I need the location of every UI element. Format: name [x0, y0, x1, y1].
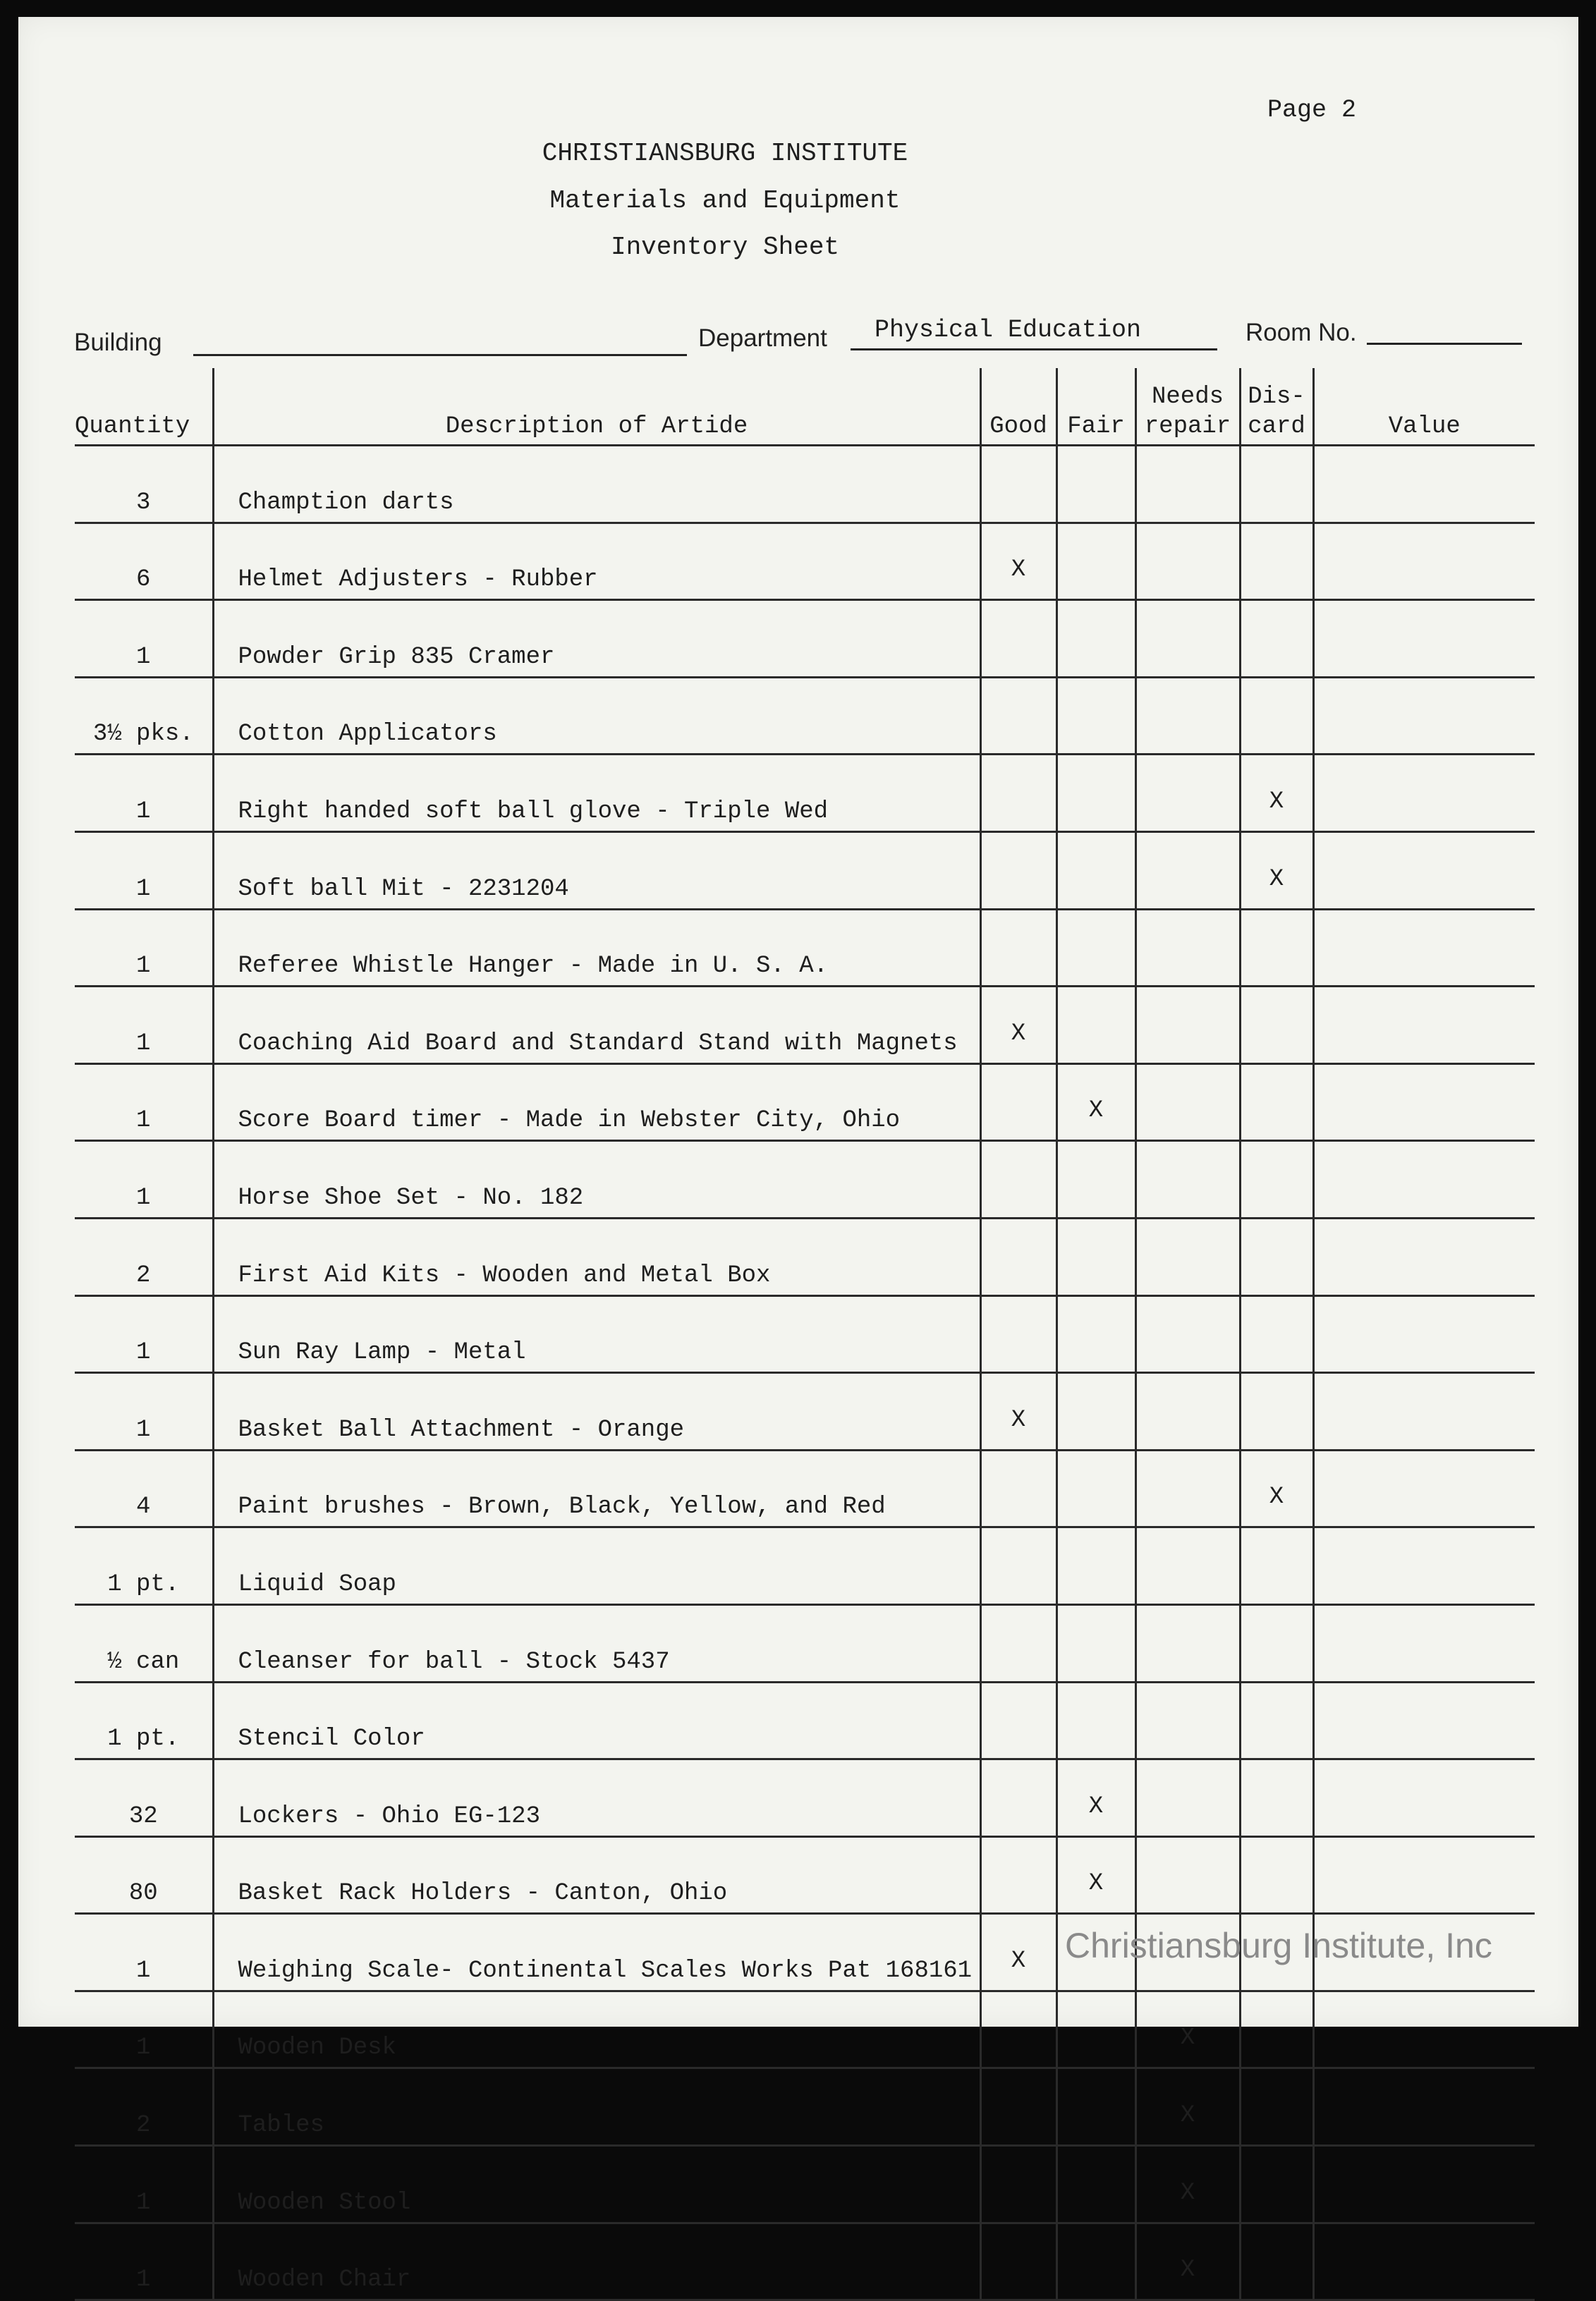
needs-repair-header-line2: repair: [1144, 413, 1231, 440]
inventory-sheet: [18, 17, 1578, 2294]
description-header: Description of Artide: [213, 368, 980, 446]
value-cell: [1313, 1759, 1535, 1837]
good-mark: [980, 755, 1056, 832]
good-mark: [980, 1295, 1056, 1373]
discard-mark: [1240, 909, 1313, 987]
quantity-cell: 3: [75, 446, 213, 523]
needs-repair-mark: X: [1135, 2068, 1240, 2146]
fair-mark: [1056, 1527, 1135, 1605]
table-header-row: [75, 368, 1535, 446]
table-row: [75, 2068, 1535, 2146]
needs-repair-mark: [1135, 1141, 1240, 1219]
good-mark: [980, 1836, 1056, 1914]
quantity-cell: ½ can: [75, 1604, 213, 1682]
good-mark: [980, 831, 1056, 909]
needs-repair-mark: [1135, 1373, 1240, 1451]
quantity-cell: 1: [75, 1295, 213, 1373]
table-row: [75, 1450, 1535, 1527]
table-row: [75, 831, 1535, 909]
needs-repair-mark: X: [1135, 2146, 1240, 2223]
fair-mark: [1056, 523, 1135, 600]
value-cell: [1313, 987, 1535, 1064]
discard-mark: [1240, 1682, 1313, 1759]
discard-mark: [1240, 1218, 1313, 1295]
description-cell: Wooden Desk: [213, 1991, 980, 2068]
description-cell: Basket Ball Attachment - Orange: [213, 1373, 980, 1451]
discard-mark: X: [1240, 755, 1313, 832]
good-mark: [980, 677, 1056, 755]
fair-mark: [1056, 987, 1135, 1064]
needs-repair-mark: [1135, 987, 1240, 1064]
discard-header-line1: Dis-: [1248, 384, 1305, 410]
table-row: [75, 600, 1535, 678]
good-mark: [980, 1063, 1056, 1141]
description-cell: Liquid Soap: [213, 1527, 980, 1605]
needs-repair-mark: X: [1135, 1991, 1240, 2068]
good-mark: [980, 2146, 1056, 2223]
value-cell: [1313, 446, 1535, 523]
fair-header: Fair: [1056, 368, 1135, 446]
needs-repair-mark: [1135, 1218, 1240, 1295]
needs-repair-mark: [1135, 446, 1240, 523]
table-row: [75, 1527, 1535, 1605]
quantity-cell: 6: [75, 523, 213, 600]
value-cell: [1313, 909, 1535, 987]
fair-mark: [1056, 2068, 1135, 2146]
needs-repair-mark: X: [1135, 2223, 1240, 2300]
good-header: Good: [980, 368, 1056, 446]
room-underline: [1367, 343, 1522, 345]
value-cell: [1313, 677, 1535, 755]
form-title: Inventory Sheet: [610, 233, 840, 262]
good-mark: [980, 2223, 1056, 2300]
needs-repair-mark: [1135, 1063, 1240, 1141]
good-mark: X: [980, 523, 1056, 600]
needs-repair-mark: [1135, 523, 1240, 600]
department-value: Physical Education: [875, 316, 1142, 344]
fair-mark: [1056, 677, 1135, 755]
table-row: [75, 1604, 1535, 1682]
description-cell: Right handed soft ball glove - Triple Wed: [213, 755, 980, 832]
value-cell: [1313, 1527, 1535, 1605]
table-row: [75, 1373, 1535, 1451]
fair-mark: [1056, 1604, 1135, 1682]
quantity-cell: 1: [75, 755, 213, 832]
discard-mark: [1240, 1295, 1313, 1373]
description-cell: Score Board timer - Made in Webster City, Ohio: [213, 1063, 980, 1141]
table-row: [75, 909, 1535, 987]
quantity-cell: 1: [75, 600, 213, 678]
fair-mark: X: [1056, 1836, 1135, 1914]
needs-repair-mark: [1135, 1759, 1240, 1837]
description-cell: First Aid Kits - Wooden and Metal Box: [213, 1218, 980, 1295]
fair-mark: [1056, 909, 1135, 987]
description-cell: Cleanser for ball - Stock 5437: [213, 1604, 980, 1682]
description-cell: Stencil Color: [213, 1682, 980, 1759]
needs-repair-mark: [1135, 1604, 1240, 1682]
quantity-cell: 1: [75, 831, 213, 909]
discard-mark: [1240, 2146, 1313, 2223]
good-mark: [980, 1450, 1056, 1527]
fair-mark: [1056, 2146, 1135, 2223]
discard-mark: [1240, 523, 1313, 600]
discard-mark: X: [1240, 831, 1313, 909]
discard-mark: [1240, 1604, 1313, 1682]
value-cell: [1313, 2146, 1535, 2223]
value-cell: [1313, 1991, 1535, 2068]
needs-repair-mark: [1135, 1527, 1240, 1605]
value-cell: [1313, 1604, 1535, 1682]
table-row: [75, 1759, 1535, 1837]
fair-mark: [1056, 2223, 1135, 2300]
table-row: [75, 1295, 1535, 1373]
description-cell: Wooden Chair: [213, 2223, 980, 2300]
discard-mark: [1240, 1141, 1313, 1219]
description-cell: Tables: [213, 2068, 980, 2146]
description-cell: Coaching Aid Board and Standard Stand with Magnets: [213, 987, 980, 1064]
table-row: [75, 1991, 1535, 2068]
fair-mark: [1056, 755, 1135, 832]
building-underline: [193, 354, 687, 356]
fair-mark: [1056, 1991, 1135, 2068]
value-cell: [1313, 1682, 1535, 1759]
institution-title: CHRISTIANSBURG INSTITUTE: [542, 139, 908, 168]
table-row: [75, 446, 1535, 523]
fair-mark: [1056, 1218, 1135, 1295]
needs-repair-mark: [1135, 831, 1240, 909]
fair-mark: [1056, 600, 1135, 678]
quantity-cell: 1: [75, 1914, 213, 1991]
value-cell: [1313, 523, 1535, 600]
quantity-cell: 3½ pks.: [75, 677, 213, 755]
discard-mark: [1240, 2068, 1313, 2146]
value-cell: [1313, 2223, 1535, 2300]
description-cell: Soft ball Mit - 2231204: [213, 831, 980, 909]
fair-mark: [1056, 1373, 1135, 1451]
good-mark: [980, 1991, 1056, 2068]
discard-mark: [1240, 1759, 1313, 1837]
good-mark: [980, 446, 1056, 523]
quantity-cell: 1: [75, 1373, 213, 1451]
value-cell: [1313, 1836, 1535, 1914]
needs-repair-mark: [1135, 755, 1240, 832]
department-underline: [851, 348, 1217, 350]
fair-mark: X: [1056, 1063, 1135, 1141]
description-cell: Basket Rack Holders - Canton, Ohio: [213, 1836, 980, 1914]
quantity-cell: 32: [75, 1759, 213, 1837]
fair-mark: [1056, 831, 1135, 909]
good-mark: X: [980, 1914, 1056, 1991]
description-cell: Weighing Scale- Continental Scales Works Pat 168161: [213, 1914, 980, 1991]
description-cell: Horse Shoe Set - No. 182: [213, 1141, 980, 1219]
good-mark: [980, 1141, 1056, 1219]
table-row: [75, 987, 1535, 1064]
table-row: [75, 677, 1535, 755]
discard-mark: [1240, 1836, 1313, 1914]
discard-mark: [1240, 1373, 1313, 1451]
discard-mark: [1240, 1063, 1313, 1141]
needs-repair-mark: [1135, 677, 1240, 755]
good-mark: [980, 600, 1056, 678]
good-mark: [980, 1218, 1056, 1295]
description-cell: Wooden Stool: [213, 2146, 980, 2223]
description-cell: Powder Grip 835 Cramer: [213, 600, 980, 678]
table-row: [75, 1218, 1535, 1295]
quantity-cell: 1: [75, 1991, 213, 2068]
table-row: [75, 1063, 1535, 1141]
department-label: Department: [698, 324, 827, 352]
needs-repair-header-line1: Needs: [1151, 384, 1224, 410]
fair-mark: [1056, 1141, 1135, 1219]
table-row: [75, 755, 1535, 832]
value-cell: [1313, 2068, 1535, 2146]
quantity-cell: 1: [75, 987, 213, 1064]
fair-mark: [1056, 1682, 1135, 1759]
discard-mark: [1240, 677, 1313, 755]
quantity-cell: 4: [75, 1450, 213, 1527]
quantity-cell: 1: [75, 2146, 213, 2223]
discard-mark: [1240, 987, 1313, 1064]
value-cell: [1313, 1295, 1535, 1373]
quantity-cell: 1: [75, 2223, 213, 2300]
description-cell: Chamption darts: [213, 446, 980, 523]
description-cell: Referee Whistle Hanger - Made in U. S. A.: [213, 909, 980, 987]
discard-mark: [1240, 1527, 1313, 1605]
page-number: Page 2: [1267, 96, 1357, 124]
needs-repair-mark: [1135, 1682, 1240, 1759]
quantity-cell: 2: [75, 1218, 213, 1295]
needs-repair-header: [1135, 368, 1240, 446]
quantity-header: Quantity: [75, 368, 213, 446]
good-mark: [980, 1682, 1056, 1759]
inventory-table: [75, 368, 1535, 2301]
good-mark: X: [980, 1373, 1056, 1451]
room-label: Room No.: [1245, 319, 1357, 346]
quantity-cell: 2: [75, 2068, 213, 2146]
discard-header: [1240, 368, 1313, 446]
discard-mark: [1240, 2223, 1313, 2300]
value-cell: [1313, 755, 1535, 832]
description-cell: Cotton Applicators: [213, 677, 980, 755]
good-mark: [980, 2068, 1056, 2146]
fair-mark: X: [1056, 1759, 1135, 1837]
quantity-cell: 1 pt.: [75, 1682, 213, 1759]
discard-mark: [1240, 1991, 1313, 2068]
quantity-cell: 1: [75, 909, 213, 987]
fair-mark: [1056, 1295, 1135, 1373]
fair-mark: [1056, 446, 1135, 523]
value-cell: [1313, 600, 1535, 678]
table-row: [75, 1141, 1535, 1219]
quantity-cell: 1 pt.: [75, 1527, 213, 1605]
value-cell: [1313, 1450, 1535, 1527]
quantity-cell: 1: [75, 1063, 213, 1141]
needs-repair-mark: [1135, 600, 1240, 678]
table-row: [75, 2146, 1535, 2223]
discard-mark: X: [1240, 1450, 1313, 1527]
quantity-cell: 80: [75, 1836, 213, 1914]
discard-mark: [1240, 600, 1313, 678]
watermark: Christiansburg Institute, Inc: [1065, 1926, 1492, 1965]
table-row: [75, 1836, 1535, 1914]
needs-repair-mark: [1135, 1450, 1240, 1527]
building-label: Building: [74, 329, 162, 356]
good-mark: [980, 1604, 1056, 1682]
value-cell: [1313, 831, 1535, 909]
value-cell: [1313, 1373, 1535, 1451]
table-row: [75, 523, 1535, 600]
value-cell: [1313, 1218, 1535, 1295]
good-mark: [980, 1527, 1056, 1605]
needs-repair-mark: [1135, 1836, 1240, 1914]
value-cell: [1313, 1063, 1535, 1141]
good-mark: [980, 909, 1056, 987]
discard-header-line2: card: [1248, 413, 1305, 440]
table-row: [75, 2223, 1535, 2300]
good-mark: X: [980, 987, 1056, 1064]
description-cell: Helmet Adjusters - Rubber: [213, 523, 980, 600]
description-cell: Lockers - Ohio EG-123: [213, 1759, 980, 1837]
value-header: Value: [1313, 368, 1535, 446]
good-mark: [980, 1759, 1056, 1837]
subtitle: Materials and Equipment: [549, 186, 901, 215]
value-cell: [1313, 1141, 1535, 1219]
needs-repair-mark: [1135, 909, 1240, 987]
discard-mark: [1240, 446, 1313, 523]
needs-repair-mark: [1135, 1295, 1240, 1373]
fair-mark: [1056, 1450, 1135, 1527]
table-row: [75, 1682, 1535, 1759]
description-cell: Sun Ray Lamp - Metal: [213, 1295, 980, 1373]
quantity-cell: 1: [75, 1141, 213, 1219]
description-cell: Paint brushes - Brown, Black, Yellow, and Red: [213, 1450, 980, 1527]
